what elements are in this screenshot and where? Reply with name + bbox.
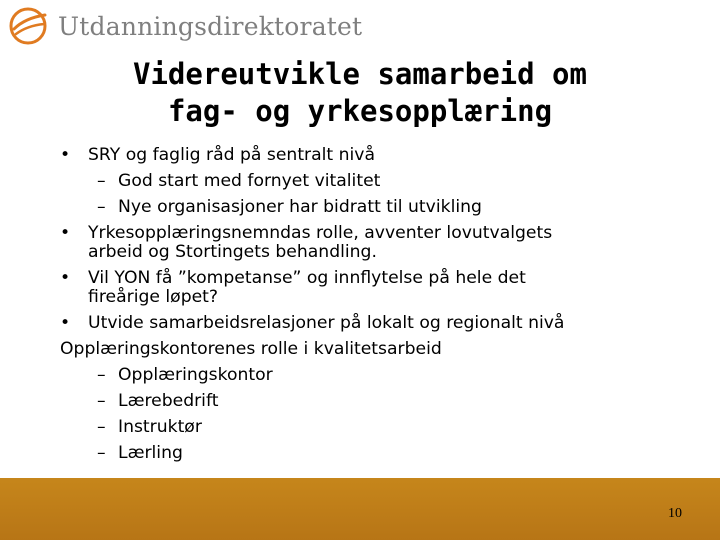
dash-icon: – [97,365,106,385]
logo-text: Utdanningsdirektoratet [58,11,363,41]
sub-item-text: Nye organisasjoner har bidratt til utvikling [118,197,482,217]
dash-icon: – [97,443,106,463]
paragraph-heading [60,340,710,359]
bullet-text: Utvide samarbeidsrelasjoner på lokalt og regionalt nivå [88,313,565,333]
sub-item-text: Opplæringskontor [118,365,273,385]
sub-item-text: Instruktør [118,417,202,437]
udir-logo-icon [8,6,48,46]
sub-item-text: Lærebedrift [118,391,219,411]
title-line-2: fag- og yrkesopplæring [167,94,553,128]
bullet-item [60,146,710,165]
dash-icon: – [97,417,106,437]
bullet-text: SRY og faglig råd på sentralt nivå [88,145,376,165]
sub-item-text: God start med fornyet vitalitet [118,171,381,191]
bullet-text: arbeid og Stortingets behandling. [88,242,377,262]
bullet-item [60,269,710,288]
bullet-icon: • [60,223,71,243]
sub-item [60,172,710,191]
sub-item [60,198,710,217]
bullet-text: Vil YON få ”kompetanse” og innflytelse på hele det [88,268,526,288]
bullet-text: fireårige løpet? [88,287,219,307]
bullet-icon: • [60,313,71,333]
sub-item-text: Lærling [118,443,183,463]
sub-item [60,366,710,385]
sub-item [60,418,710,437]
paragraph-text: Opplæringskontorenes rolle i kvalitetsarbeid [60,339,442,359]
slide-content [60,146,710,463]
bullet-text: Yrkesopplæringsnemndas rolle, avventer lovutvalgets [88,223,553,243]
footer-band [0,478,720,540]
bullet-icon: • [60,268,71,288]
bullet-continuation [60,288,710,307]
dash-icon: – [97,391,106,411]
bullet-icon: • [60,145,71,165]
dash-icon: – [97,197,106,217]
slide-title [60,56,660,130]
bullet-item [60,314,710,333]
sub-item [60,444,710,463]
header [8,4,362,48]
dash-icon: – [97,171,106,191]
sub-item [60,392,710,411]
bullet-item [60,224,710,243]
bullet-continuation [60,243,710,262]
page-number: 10 [668,506,682,521]
title-line-1: Videreutvikle samarbeid om [133,57,587,91]
